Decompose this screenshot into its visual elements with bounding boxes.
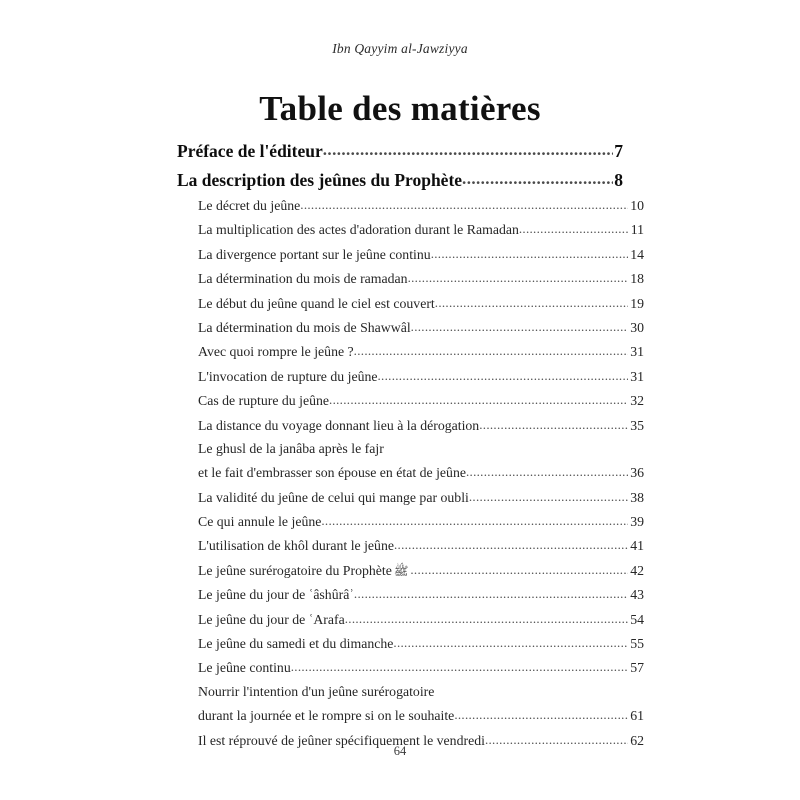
toc-entry[interactable]: [177, 141, 623, 161]
toc-entry-label: Le jeûne du jour de ʿâshûrâʾ: [198, 587, 354, 603]
toc-page-number: 61: [630, 708, 644, 724]
toc-entry-label: La description des jeûnes du Prophète: [177, 169, 463, 190]
page-title: Table des matières: [259, 89, 541, 129]
toc-entry-label: Avec quoi rompre le jeûne ?: [198, 344, 354, 360]
toc-entry-label: La multiplication des actes d'adoration durant le Ramadan: [198, 222, 519, 238]
dot-leader: [469, 490, 628, 504]
dot-leader: [291, 660, 628, 674]
toc-entry-label: Le jeûne continu: [198, 660, 291, 676]
toc-entry[interactable]: [177, 198, 644, 213]
toc-entry[interactable]: [177, 170, 623, 190]
dot-leader: [300, 198, 628, 212]
toc-entry[interactable]: [177, 490, 644, 505]
dot-leader: [329, 393, 628, 407]
toc-entry-label: L'utilisation de khôl durant le jeûne: [198, 538, 394, 554]
toc-page-number: 11: [630, 222, 644, 238]
dot-leader: [378, 369, 629, 383]
dot-leader: [394, 538, 628, 552]
toc-entry-label: Il est réprouvé de jeûner spécifiquement le vendredi: [198, 732, 485, 748]
toc-entry[interactable]: [177, 320, 644, 335]
dot-leader: [454, 708, 628, 722]
toc-entry[interactable]: [177, 296, 644, 311]
toc-entry-label: Ce qui annule le jeûne: [198, 514, 322, 530]
toc-entry-label: La divergence portant sur le jeûne continu: [198, 246, 431, 262]
toc-page-number: 36: [630, 465, 644, 481]
toc-entry-label: La détermination du mois de ramadan: [198, 271, 408, 287]
toc-page-number: 57: [630, 660, 644, 676]
toc-entry[interactable]: [177, 563, 644, 578]
toc-entry[interactable]: [177, 538, 644, 553]
toc-page-number: 14: [630, 246, 644, 262]
toc-entry-label-line2: durant la journée et le rompre si on le souhaite: [198, 708, 455, 724]
dot-leader: [321, 514, 628, 528]
page-folio: 64: [393, 744, 407, 758]
toc-entry-label: Le décret du jeûne: [198, 198, 301, 213]
dot-leader: [323, 141, 613, 159]
toc-entry-label: Cas de rupture du jeûne: [198, 393, 330, 409]
toc-entry-label: Le début du jeûne quand le ciel est couvert: [198, 295, 435, 311]
dot-leader: [345, 612, 628, 626]
toc-entry[interactable]: [177, 222, 644, 237]
toc-page-number: 39: [630, 514, 644, 530]
dot-leader: [410, 563, 628, 577]
dot-leader: [462, 170, 613, 188]
toc-entry-label: L'invocation de rupture du jeûne: [198, 368, 378, 384]
toc-entry[interactable]: [177, 369, 644, 384]
toc-entry[interactable]: [177, 514, 644, 529]
dot-leader: [354, 344, 629, 358]
toc-entry[interactable]: [177, 247, 644, 262]
toc-entry[interactable]: [177, 612, 644, 627]
dot-leader: [408, 271, 629, 285]
toc-entry-label: La validité du jeûne de celui qui mange par oubli: [198, 489, 469, 505]
toc-page-number: 42: [630, 562, 644, 578]
dot-leader: [354, 587, 628, 601]
toc-entry[interactable]: [177, 685, 644, 723]
dot-leader: [435, 296, 628, 310]
toc-entry[interactable]: [177, 636, 644, 651]
toc-entry-label: Nourrir l'intention d'un jeûne surérogatoire: [198, 683, 435, 699]
toc-page-number: 35: [630, 417, 644, 433]
toc-page-number: 32: [630, 393, 644, 409]
toc-entry-label: Le jeûne du jour de ʿArafa: [198, 611, 345, 627]
toc-page-number: 10: [630, 198, 644, 213]
toc-entry[interactable]: [177, 660, 644, 675]
toc-entry-label: Le ghusl de la janâba après le fajr: [198, 440, 384, 456]
toc-entry-label: Le jeûne du samedi et du dimanche: [198, 636, 394, 652]
toc-entry[interactable]: [177, 587, 644, 602]
toc-entry-label: Préface de l'éditeur: [177, 141, 323, 161]
dot-leader: [431, 247, 629, 261]
toc-page-number: 18: [630, 271, 644, 287]
prophet-honorific-glyph: ﷺ: [393, 563, 409, 578]
toc-page-number: 19: [630, 295, 644, 311]
toc-page-number: 7: [614, 141, 623, 161]
toc-page-number: 31: [630, 344, 644, 360]
toc-page-number: 31: [630, 368, 644, 384]
toc-page-number: 8: [614, 169, 623, 190]
dot-leader: [519, 222, 629, 236]
toc-page-number: 54: [630, 611, 644, 627]
toc-entry-continuation: [198, 465, 644, 480]
toc-page-number: 38: [630, 489, 644, 505]
dot-leader: [479, 418, 628, 432]
toc-entry[interactable]: [177, 442, 644, 480]
toc-entry-continuation: [198, 708, 644, 723]
running-head: Ibn Qayyim al-Jawziyya: [332, 41, 468, 56]
toc-entry-label-line2: et le fait d'embrasser son épouse en état de jeûne: [198, 465, 466, 481]
toc-entry-label: La distance du voyage donnant lieu à la dérogation: [198, 417, 480, 433]
dot-leader: [411, 320, 629, 334]
toc-entry[interactable]: [177, 344, 644, 359]
table-of-contents: [177, 141, 644, 757]
toc-entry-label: Le jeûne surérogatoire du Prophète: [198, 562, 392, 578]
toc-page-number: 43: [630, 587, 644, 603]
toc-page-number: 30: [630, 319, 644, 335]
dot-leader: [393, 636, 628, 650]
toc-page-number: 55: [630, 636, 644, 652]
toc-page-number: 62: [630, 732, 644, 748]
toc-entry-label: La détermination du mois de Shawwâl: [198, 319, 411, 335]
toc-entry[interactable]: [177, 393, 644, 408]
toc-entry[interactable]: [177, 418, 644, 433]
toc-entry[interactable]: [177, 271, 644, 286]
dot-leader: [466, 465, 628, 479]
toc-page-number: 41: [630, 538, 644, 554]
